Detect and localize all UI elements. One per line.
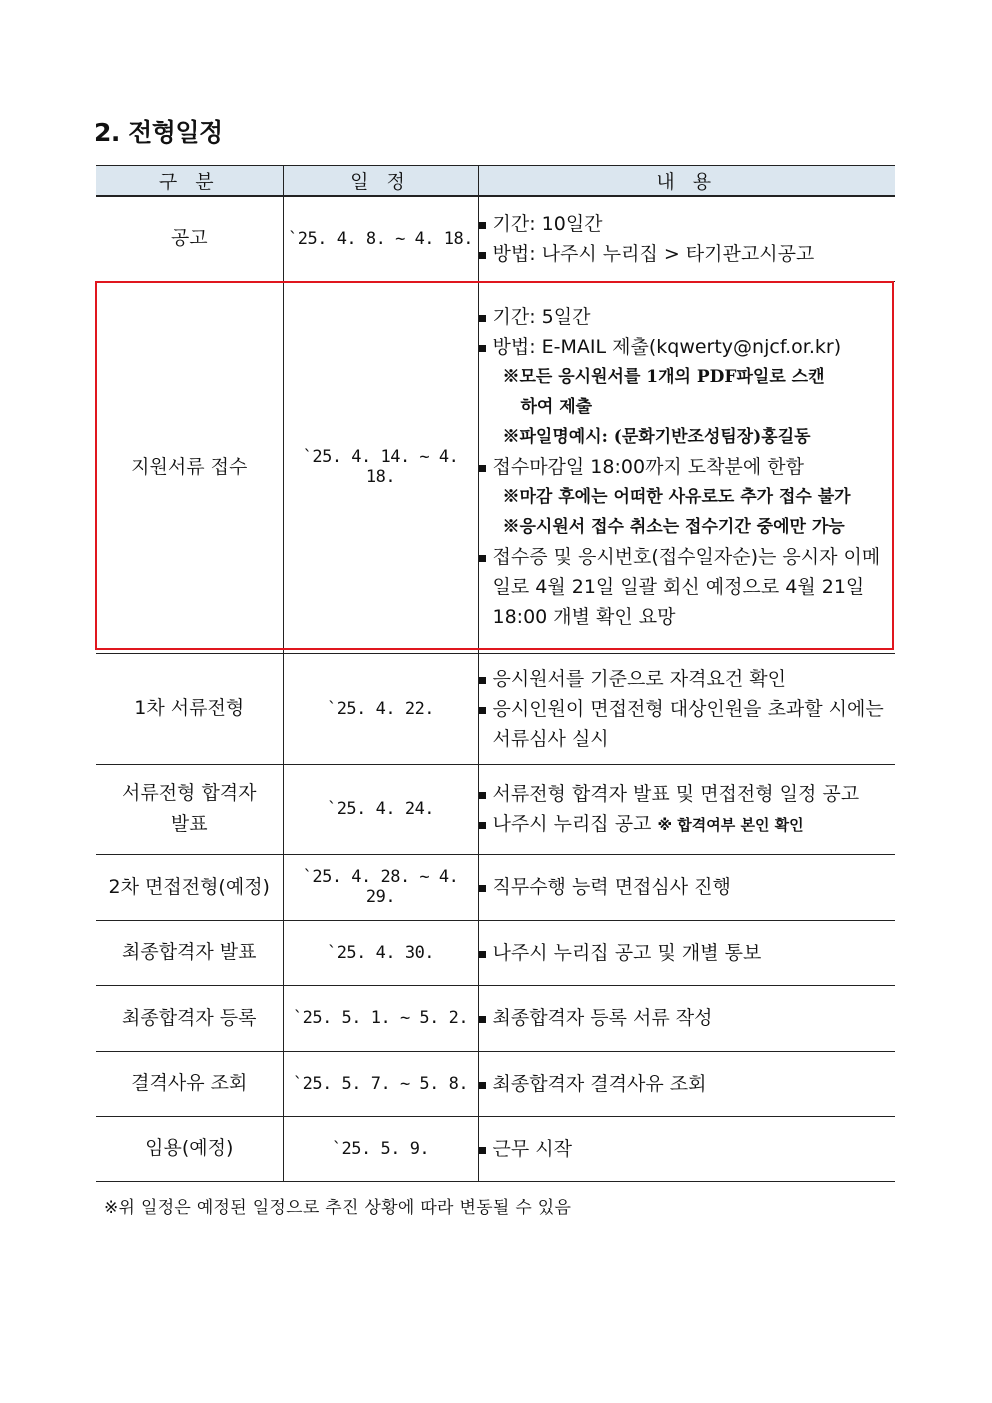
header-schedule: 일 정 xyxy=(283,166,478,197)
note-item xyxy=(479,422,896,452)
table-row xyxy=(96,196,895,281)
row-category: 지원서류 접수 xyxy=(96,281,283,653)
row-content xyxy=(478,920,895,985)
bullet-text: 직무수행 능력 면접심사 진행 xyxy=(492,876,731,898)
row-category: 최종합격자 발표 xyxy=(96,920,283,985)
bullet-item xyxy=(479,809,896,840)
bullet-text: 서류전형 합격자 발표 및 면접전형 일정 공고 xyxy=(492,782,860,805)
row-date: `25. 4. 24. xyxy=(283,764,478,854)
row-category: 임용(예정) xyxy=(96,1116,283,1181)
table-row xyxy=(96,920,895,985)
inline-note: ※ 합격여부 본인 확인 xyxy=(657,815,804,834)
note-text: ※모든 응시원서를 1개의 PDF파일로 스캔 xyxy=(502,367,825,387)
row-date: `25. 4. 28. ~ 4. 29. xyxy=(283,854,478,920)
header-content: 내 용 xyxy=(478,166,895,197)
bullet-text: 최종합격자 등록 서류 작성 xyxy=(492,1007,713,1029)
bullet-item xyxy=(479,1003,896,1033)
bullet-text: 접수마감일 18:00까지 도착분에 한함 xyxy=(492,456,804,478)
row-content xyxy=(478,281,895,653)
table-row xyxy=(96,653,895,764)
bullet-item xyxy=(479,302,896,332)
table-row xyxy=(96,764,895,854)
bullet-text: 방법: 나주시 누리집 > 타기관고시공고 xyxy=(492,242,815,265)
row-category: 공고 xyxy=(96,196,283,281)
bullet-item xyxy=(479,1069,896,1099)
bullet-item xyxy=(479,1134,896,1164)
row-content xyxy=(478,854,895,920)
bullet-text: 최종합격자 결격사유 조회 xyxy=(492,1072,707,1095)
bullet-item xyxy=(479,872,896,902)
row-date: `25. 4. 8. ~ 4. 18. xyxy=(283,196,478,281)
bullet-item xyxy=(479,332,896,362)
bullet-text: 나주시 누리집 공고 xyxy=(492,812,652,835)
bullet-text: 응시원서를 기준으로 자격요건 확인 xyxy=(492,667,786,690)
table-row xyxy=(96,1116,895,1181)
row-content xyxy=(478,764,895,854)
row-date: `25. 4. 14. ~ 4. 18. xyxy=(283,281,478,653)
row-date: `25. 5. 9. xyxy=(283,1116,478,1181)
note-item xyxy=(479,482,896,512)
row-date: `25. 4. 22. xyxy=(283,653,478,764)
table-row xyxy=(96,854,895,920)
bullet-text: 방법: E-MAIL 제출(kqwerty@njcf.or.kr) xyxy=(492,336,842,358)
row-content xyxy=(478,196,895,281)
bullet-text: 기간: 5일간 xyxy=(492,306,591,328)
note-text: ※마감 후에는 어떠한 사유로도 추가 접수 불가 xyxy=(502,487,851,507)
row-category: 최종합격자 등록 xyxy=(96,985,283,1051)
bullet-item xyxy=(479,938,896,968)
bullet-text: 기간: 10일간 xyxy=(492,212,603,235)
bullet-item xyxy=(479,239,896,269)
row-category: 1차 서류전형 xyxy=(96,653,283,764)
table-header-row xyxy=(96,166,895,197)
bullet-text: 나주시 누리집 공고 및 개별 통보 xyxy=(492,941,762,964)
row-category: 서류전형 합격자 발표 xyxy=(96,764,283,854)
row-category: 2차 면접전형(예정) xyxy=(96,854,283,920)
note-item xyxy=(479,362,896,422)
bullet-text: 근무 시작 xyxy=(492,1137,572,1160)
bullet-item xyxy=(479,452,896,482)
row-date: `25. 5. 1. ~ 5. 2. xyxy=(283,985,478,1051)
bullet-item xyxy=(479,694,896,754)
bullet-item xyxy=(479,542,896,632)
row-content xyxy=(478,1051,895,1116)
table-row xyxy=(96,985,895,1051)
bullet-item xyxy=(479,779,896,809)
note-item xyxy=(479,512,896,542)
note-continuation: 하여 제출 xyxy=(520,397,593,417)
schedule-table xyxy=(96,165,895,1182)
bullet-item xyxy=(479,209,896,239)
row-content xyxy=(478,985,895,1051)
header-category: 구 분 xyxy=(96,166,283,197)
row-content xyxy=(478,1116,895,1181)
bullet-text: 접수증 및 응시번호(접수일자순)는 응시자 이메일로 4월 21일 일괄 회신 예정으로 4월 21일 18:00 개별 확인 요망 xyxy=(492,546,881,628)
note-text: ※파일명예시: (문화기반조성팀장)홍길동 xyxy=(502,427,811,447)
note-text: ※응시원서 접수 취소는 접수기간 중에만 가능 xyxy=(502,517,845,537)
row-date: `25. 5. 7. ~ 5. 8. xyxy=(283,1051,478,1116)
bullet-text: 응시인원이 면접전형 대상인원을 초과할 시에는 서류심사 실시 xyxy=(492,697,884,750)
bullet-item xyxy=(479,664,896,694)
table-row xyxy=(96,281,895,653)
table-row xyxy=(96,1051,895,1116)
footnote: ※위 일정은 예정된 일정으로 추진 상황에 따라 변동될 수 있음 xyxy=(104,1198,572,1218)
row-category: 결격사유 조회 xyxy=(96,1051,283,1116)
section-title: 2. 전형일정 xyxy=(94,118,223,147)
row-content xyxy=(478,653,895,764)
row-date: `25. 4. 30. xyxy=(283,920,478,985)
